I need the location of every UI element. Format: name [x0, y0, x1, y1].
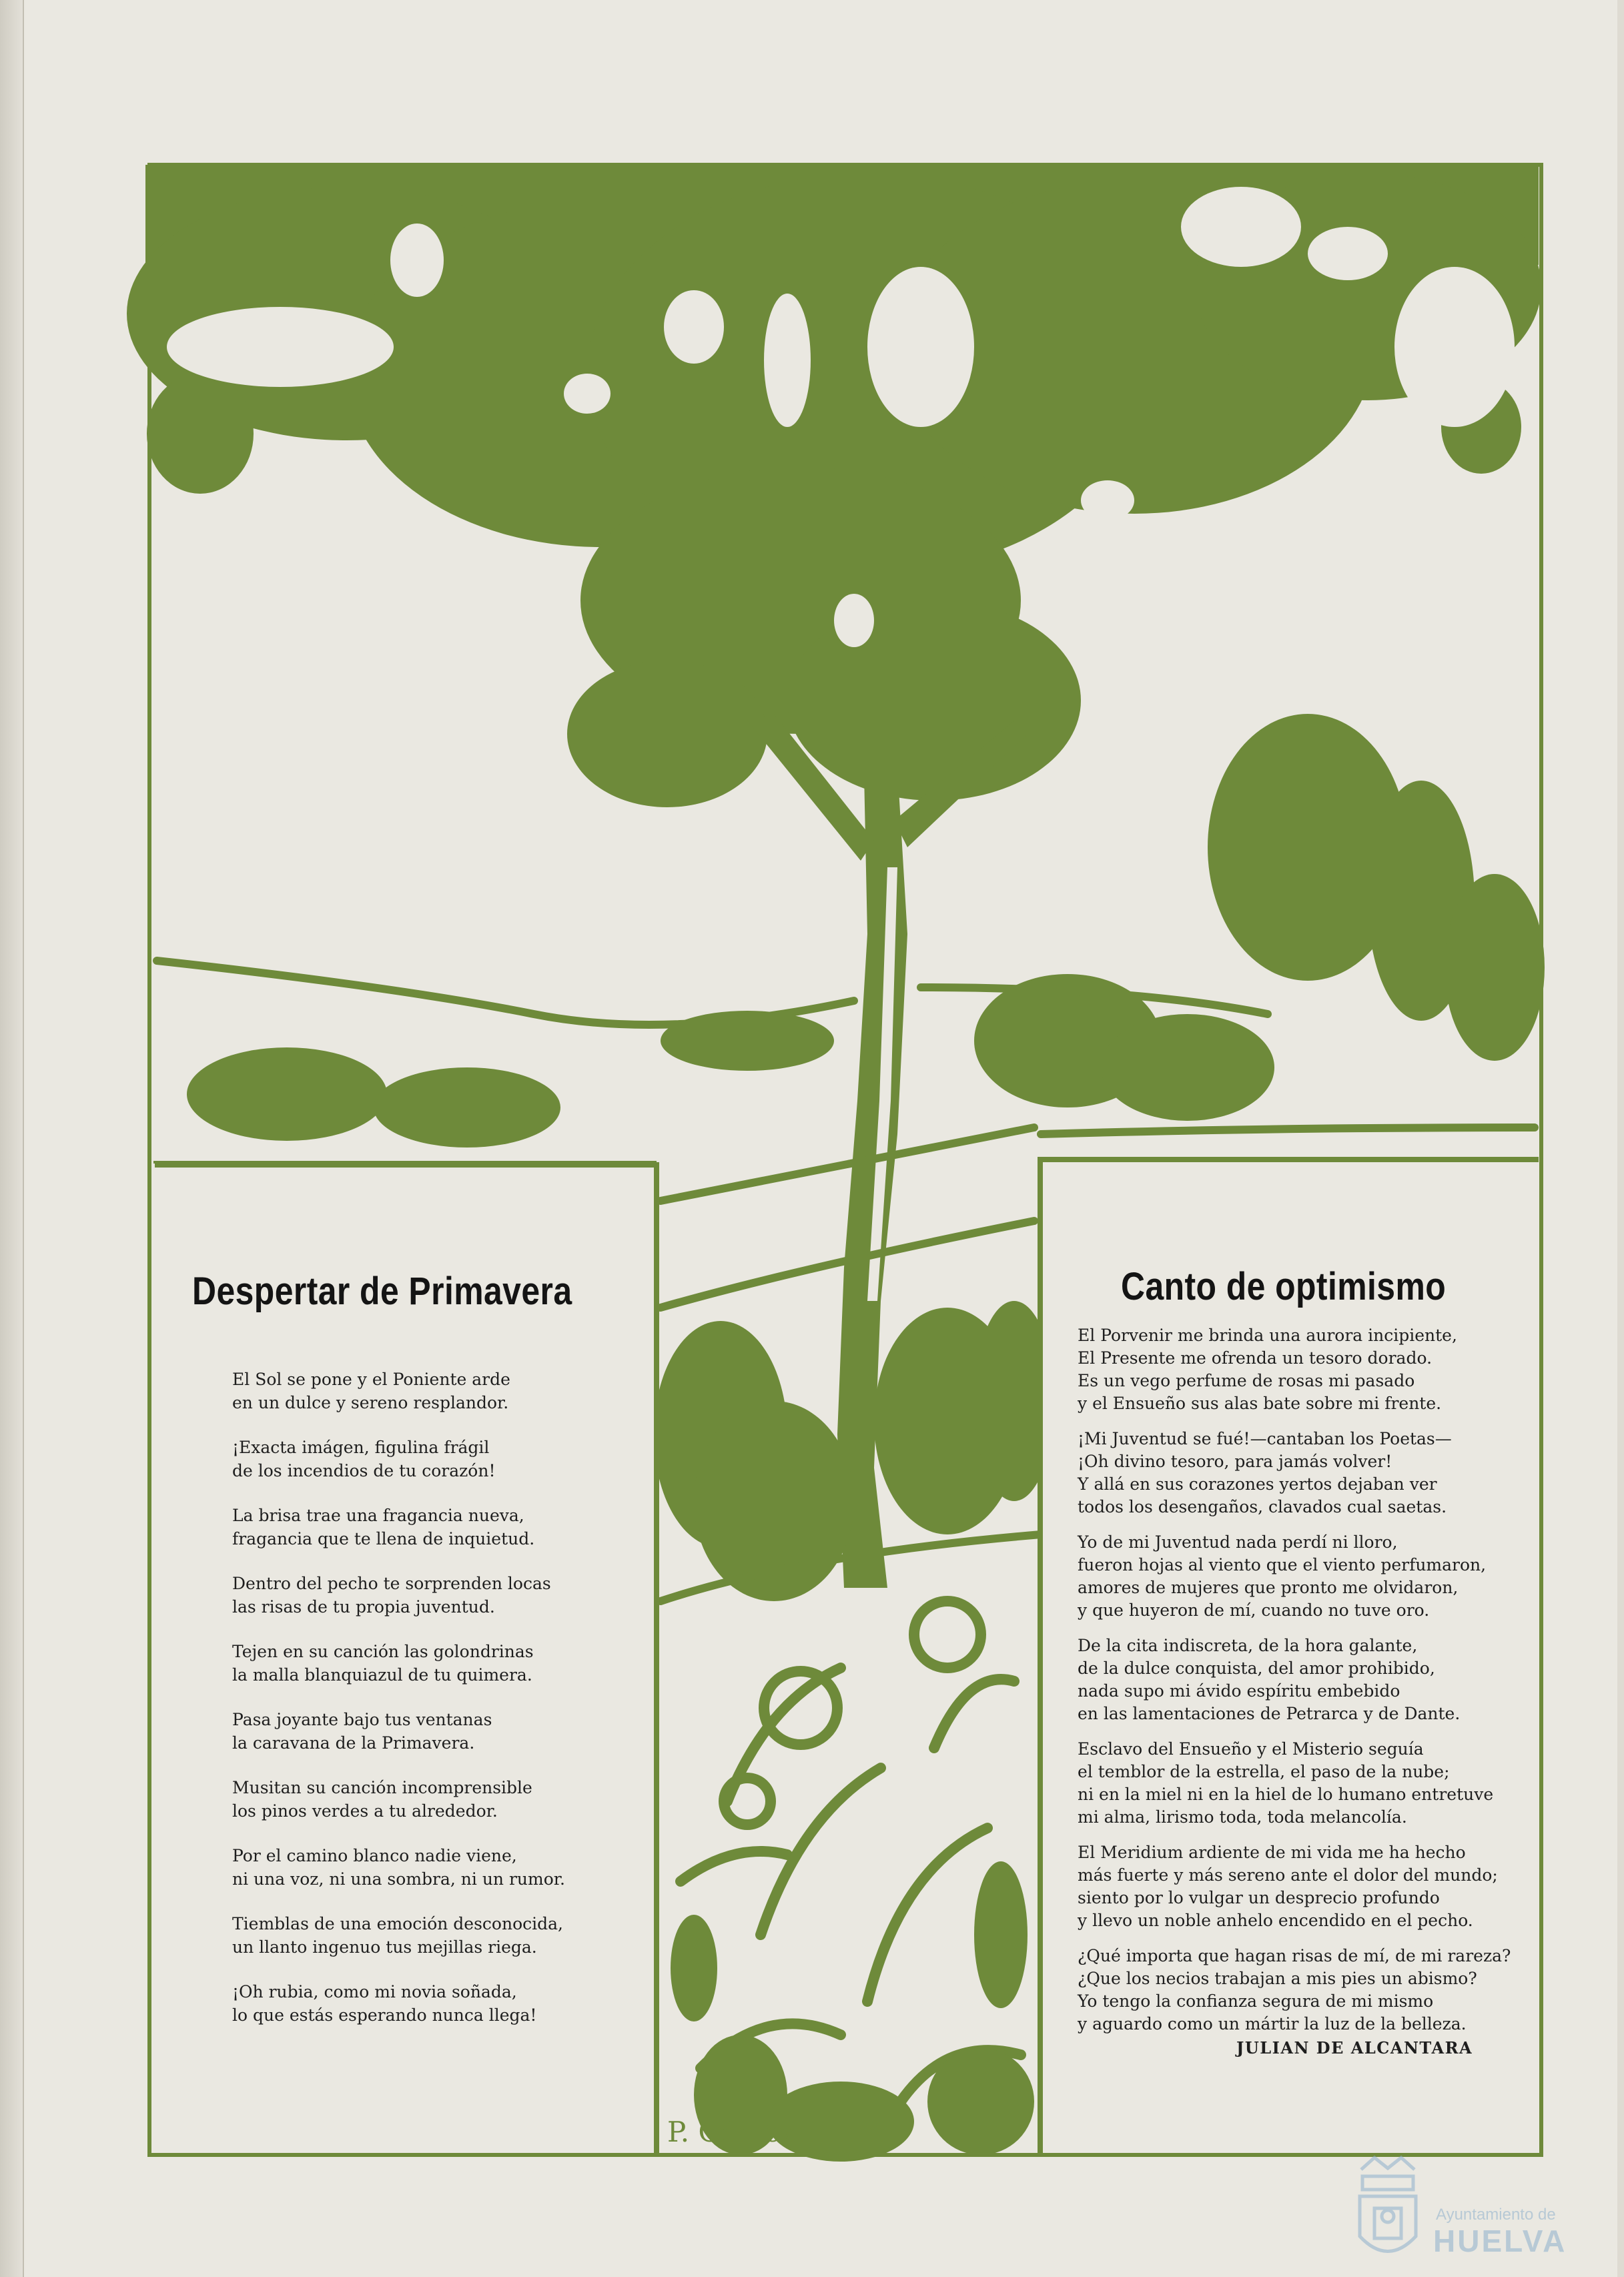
- verse-line: el temblor de la estrella, el paso de la nube;: [1078, 1762, 1450, 1781]
- verse-line: ¿Que los necios trabajan a mis pies un abismo?: [1078, 1969, 1477, 1988]
- verse-line: de los incendios de tu corazón!: [232, 1461, 496, 1480]
- watermark-line1: Ayuntamiento de: [1436, 2206, 1556, 2224]
- verse-line: Es un vego perfume de rosas mi pasado: [1078, 1371, 1415, 1390]
- stanza: [1078, 1738, 1538, 1829]
- verse-line: la caravana de la Primavera.: [232, 1733, 475, 1753]
- verse-line: fueron hojas al viento que el viento perfumaron,: [1078, 1555, 1487, 1574]
- stanza: [232, 1708, 646, 1755]
- poem-panel-left: [159, 1174, 653, 2155]
- stanza: [232, 1368, 646, 1414]
- verse-line: en las lamentaciones de Petrarca y de Dante.: [1078, 1704, 1461, 1723]
- verse-line: lo que estás esperando nunca llega!: [232, 2005, 537, 2025]
- verse-line: la malla blanquiazul de tu quimera.: [232, 1665, 532, 1685]
- stanza: [232, 1844, 646, 1891]
- verse-line: ni una voz, ni una sombra, ni un rumor.: [232, 1869, 565, 1889]
- verse-line: El Meridium ardiente de mi vida me ha hecho: [1078, 1843, 1466, 1862]
- stanza: [1078, 1635, 1538, 1725]
- verse-line: El Sol se pone y el Poniente arde: [232, 1370, 510, 1389]
- verse-line: ¿Qué importa que hagan risas de mí, de mi rareza?: [1078, 1946, 1511, 1965]
- stanza: [232, 1776, 646, 1823]
- verse-line: un llanto ingenuo tus mejillas riega.: [232, 1937, 537, 1957]
- verse-line: Pasa joyante bajo tus ventanas: [232, 1710, 492, 1729]
- poem-title-right: Canto de optimismo: [1121, 1265, 1447, 1308]
- poem-body-right: [1078, 1324, 1538, 2048]
- stanza: [232, 1436, 646, 1482]
- stanza: [232, 1640, 646, 1687]
- foreground-plants: [681, 1601, 1021, 2102]
- verse-line: en un dulce y sereno resplandor.: [232, 1393, 509, 1412]
- verse-line: los pinos verdes a tu alrededor.: [232, 1801, 498, 1821]
- stanza: [1078, 1324, 1538, 1415]
- verse-line: fragancia que te llena de inquietud.: [232, 1529, 535, 1548]
- verse-line: ni en la miel ni en la hiel de lo humano entretuve: [1078, 1785, 1494, 1804]
- stanza: [232, 1504, 646, 1550]
- stanza: [1078, 1841, 1538, 1932]
- watermark-line2: HUELVA: [1433, 2224, 1567, 2258]
- verse-line: ¡Oh divino tesoro, para jamás volver!: [1078, 1452, 1392, 1471]
- verse-line: El Presente me ofrenda un tesoro dorado.: [1078, 1348, 1433, 1368]
- verse-line: y llevo un noble anhelo encendido en el pecho.: [1078, 1911, 1473, 1930]
- verse-line: y que huyeron de mí, cuando no tuve oro.: [1078, 1601, 1430, 1620]
- stanza: [232, 1980, 646, 2027]
- verse-line: Yo de mi Juventud nada perdí ni lloro,: [1078, 1532, 1398, 1552]
- verse-line: todos los desengaños, clavados cual saetas.: [1078, 1497, 1447, 1516]
- verse-line: Esclavo del Ensueño y el Misterio seguía: [1078, 1739, 1424, 1759]
- stanza: [232, 1572, 646, 1619]
- verse-line: Dentro del pecho te sorprenden locas: [232, 1574, 551, 1593]
- stanza: [1078, 1428, 1538, 1518]
- stanza: [1078, 1945, 1538, 2035]
- verse-line: y el Ensueño sus alas bate sobre mi frente.: [1078, 1394, 1442, 1413]
- verse-line: ¡Exacta imágen, figulina frágil: [232, 1438, 490, 1457]
- verse-line: Musitan su canción incomprensible: [232, 1778, 532, 1797]
- huelva-watermark: [1348, 2150, 1588, 2270]
- verse-line: las risas de tu propia juventud.: [232, 1597, 495, 1617]
- verse-line: nada supo mi ávido espíritu embebido: [1078, 1681, 1400, 1701]
- verse-line: Tiemblas de una emoción desconocida,: [232, 1914, 563, 1933]
- verse-line: ¡Mi Juventud se fué!—cantaban los Poetas—: [1078, 1429, 1452, 1448]
- verse-line: Por el camino blanco nadie viene,: [232, 1846, 517, 1865]
- verse-line: de la dulce conquista, del amor prohibido,: [1078, 1659, 1435, 1678]
- artist-signature: P. Gómez: [667, 2116, 796, 2148]
- verse-line: mi alma, lirismo toda, toda melancolía.: [1078, 1807, 1407, 1827]
- verse-line: siento por lo vulgar un desprecio profundo: [1078, 1888, 1440, 1907]
- poem-body-left: [232, 1368, 646, 2048]
- verse-line: y aguardo como un mártir la luz de la belleza.: [1078, 2014, 1467, 2033]
- verse-line: amores de mujeres que pronto me olvidaron,: [1078, 1578, 1459, 1597]
- poem-panel-right: [1043, 1168, 1540, 2148]
- verse-line: ¡Oh rubia, como mi novia soñada,: [232, 1982, 517, 2001]
- city-crest-icon: [1348, 2150, 1428, 2270]
- verse-line: De la cita indiscreta, de la hora galante,: [1078, 1636, 1418, 1655]
- verse-line: La brisa trae una fragancia nueva,: [232, 1506, 524, 1525]
- verse-line: más fuerte y más sereno ante el dolor del mundo;: [1078, 1865, 1498, 1885]
- verse-line: El Porvenir me brinda una aurora incipiente,: [1078, 1326, 1457, 1345]
- verse-line: Y allá en sus corazones yertos dejaban ver: [1078, 1474, 1437, 1494]
- verse-line: Tejen en su canción las golondrinas: [232, 1642, 534, 1661]
- poem-title-left: Despertar de Primavera: [192, 1270, 572, 1313]
- poem-author: JULIAN DE ALCANTARA: [1236, 2038, 1473, 2058]
- verse-line: Yo tengo la confianza segura de mi mismo: [1078, 1991, 1434, 2011]
- stanza: [1078, 1531, 1538, 1622]
- stanza: [232, 1912, 646, 1959]
